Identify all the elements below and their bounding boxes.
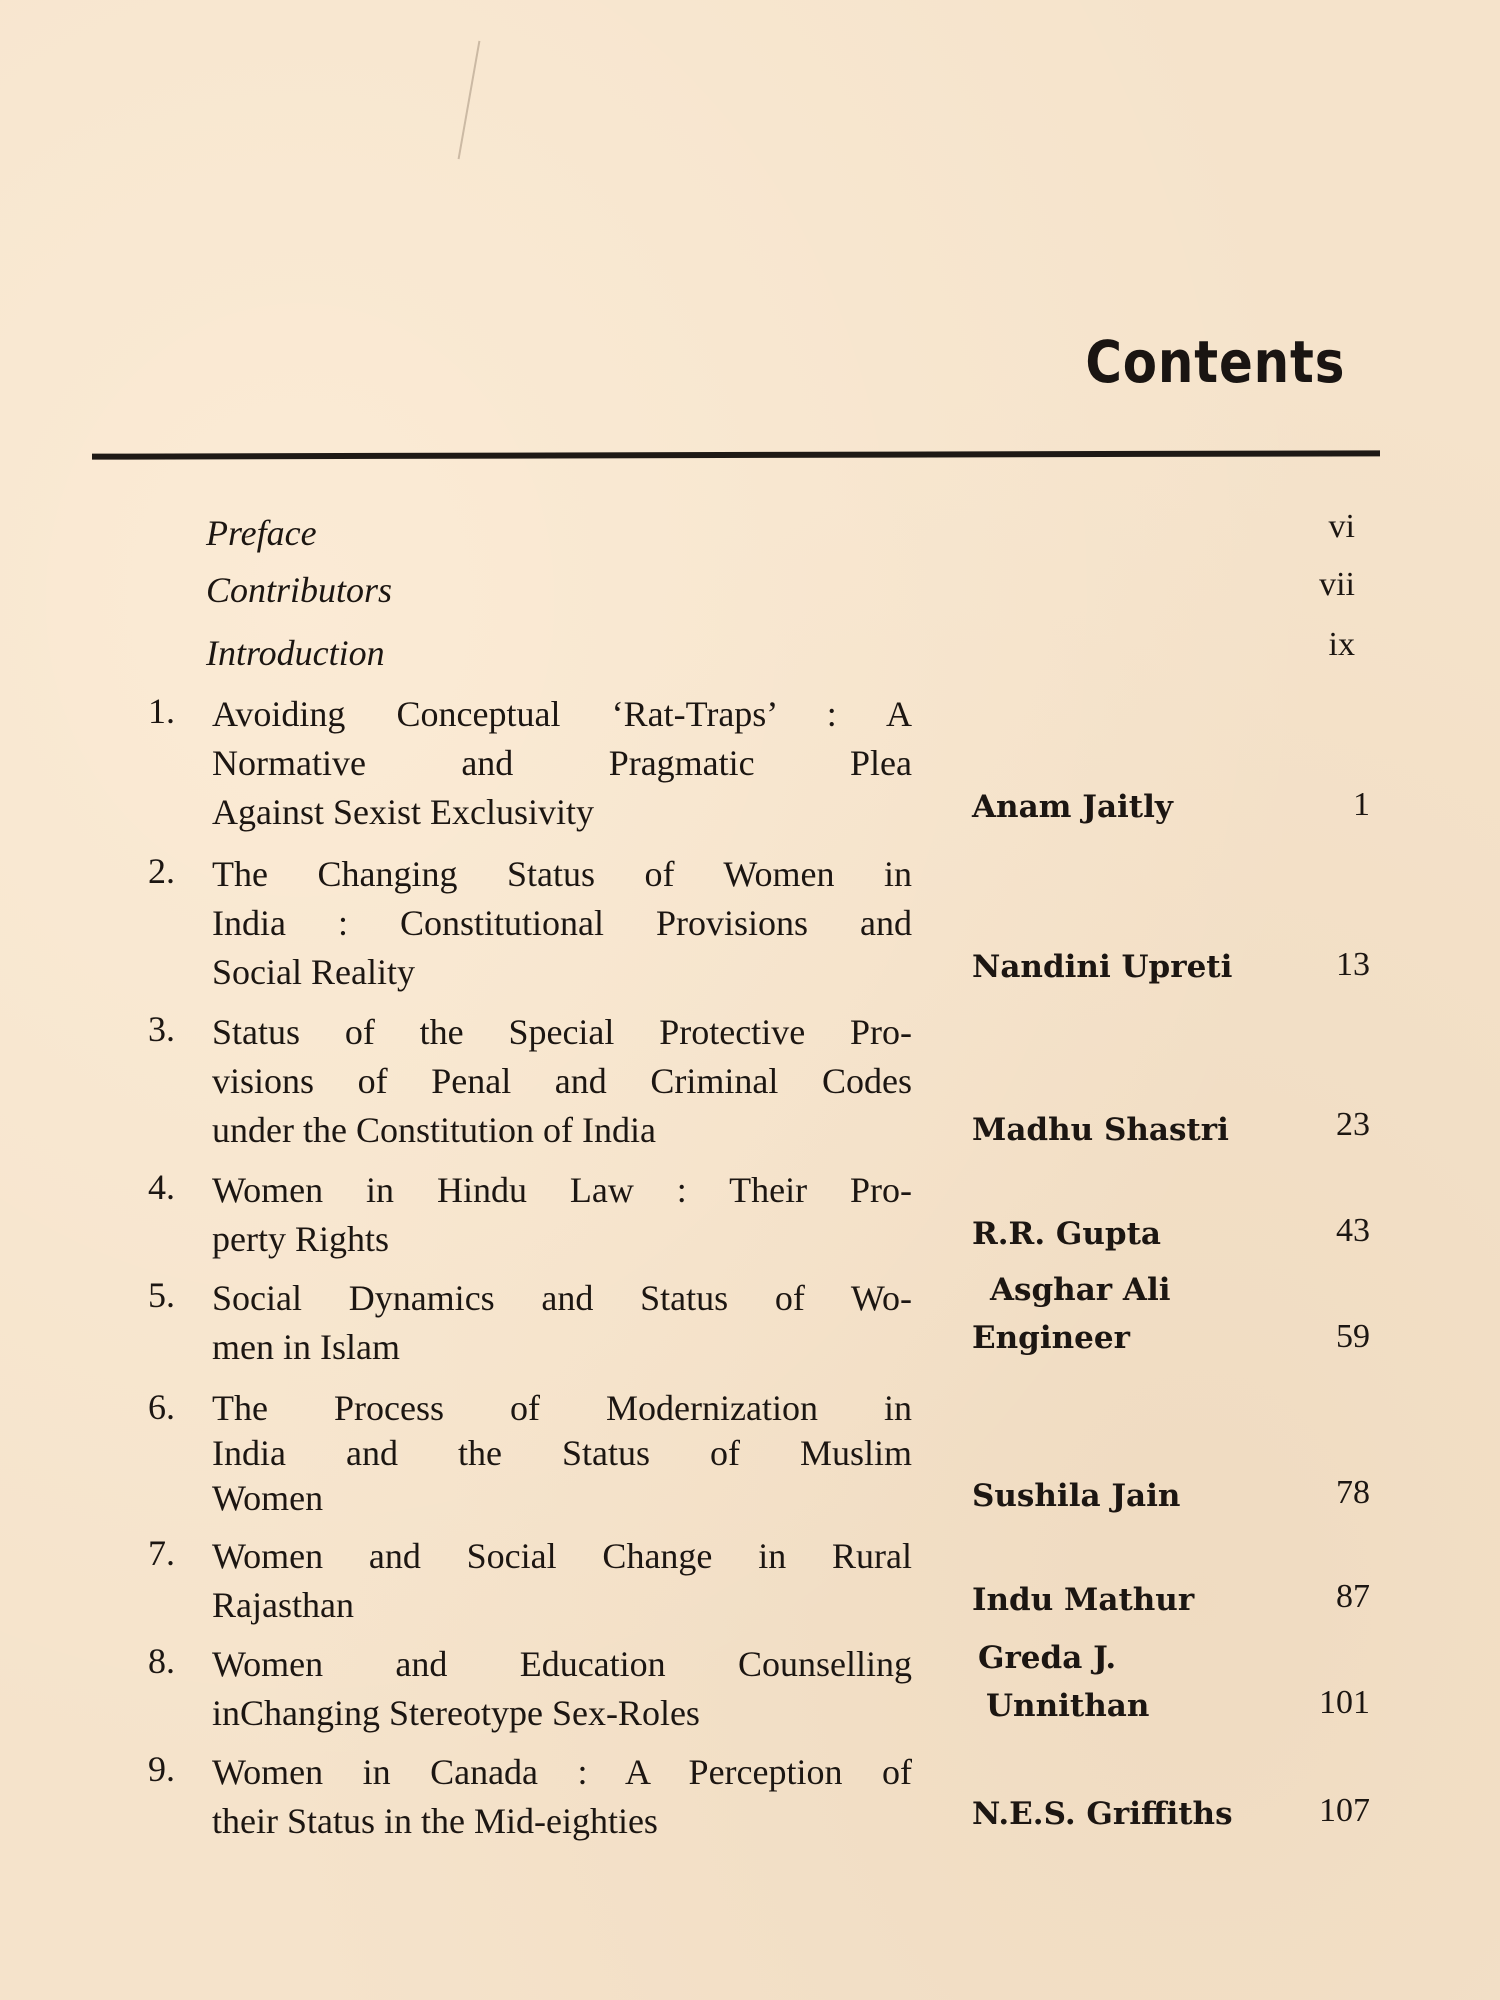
chapter-page: 107 — [1319, 1792, 1370, 1829]
author-line: Indu Mathur — [972, 1582, 1195, 1618]
chapter-number: 9. — [148, 1749, 175, 1789]
chapter-title — [212, 1532, 912, 1630]
chapter-title-line: India and the Status of Muslim — [212, 1433, 912, 1473]
chapter-title — [212, 1274, 912, 1372]
chapter-number: 8. — [148, 1641, 175, 1681]
chapter-title-line: Rajasthan — [212, 1585, 354, 1625]
front-matter-label: Introduction — [206, 633, 385, 673]
author-line: N.E.S. Griffiths — [972, 1796, 1233, 1832]
page-scratch-mark — [458, 41, 481, 160]
front-matter-page: vi — [1328, 508, 1355, 545]
chapter-title-line: Women in Hindu Law : Their Pro- — [212, 1170, 912, 1210]
chapter-author — [978, 1634, 1149, 1730]
chapter-number: 4. — [148, 1167, 175, 1207]
author-line: Engineer — [972, 1320, 1130, 1356]
chapter-author — [972, 1472, 1180, 1520]
chapter-author — [972, 1210, 1161, 1258]
chapter-title-line: Status of the Special Protective Pro- — [212, 1012, 912, 1052]
chapter-title-line: Social Reality — [212, 952, 415, 992]
front-matter-page: vii — [1319, 566, 1355, 603]
chapter-title-line: Against Sexist Exclusivity — [212, 792, 594, 832]
chapter-title-line: under the Constitution of India — [212, 1110, 656, 1150]
chapter-title-line: India : Constitutional Provisions and — [212, 903, 912, 943]
chapter-number: 7. — [148, 1533, 175, 1573]
chapter-title — [212, 1166, 912, 1264]
author-line: Greda J. — [978, 1640, 1117, 1676]
chapter-title-line: men in Islam — [212, 1327, 400, 1367]
heading-rule — [92, 450, 1380, 459]
author-line: Unnithan — [986, 1688, 1150, 1724]
chapter-page: 78 — [1336, 1474, 1370, 1511]
chapter-title-line: The Changing Status of Women in — [212, 854, 912, 894]
chapter-page: 87 — [1336, 1578, 1370, 1615]
front-matter-label: Contributors — [206, 570, 393, 610]
chapter-number: 6. — [148, 1387, 175, 1427]
author-line: Nandini Upreti — [972, 949, 1233, 985]
author-line: Madhu Shastri — [972, 1112, 1229, 1148]
chapter-page: 59 — [1336, 1318, 1370, 1355]
chapter-page: 43 — [1336, 1212, 1370, 1249]
chapter-title — [212, 1640, 912, 1738]
front-matter-page: ix — [1328, 626, 1355, 663]
author-line: Asghar Ali — [990, 1272, 1171, 1308]
chapter-author — [972, 783, 1173, 831]
chapter-author — [972, 1576, 1194, 1624]
contents-heading: Contents — [1085, 328, 1345, 396]
chapter-title-line: Women — [212, 1478, 324, 1518]
author-line: Anam Jaitly — [972, 789, 1173, 825]
front-matter-label: Preface — [206, 513, 317, 553]
chapter-title — [212, 1386, 912, 1521]
chapter-author — [972, 943, 1232, 991]
chapter-page: 1 — [1353, 786, 1370, 823]
chapter-title-line: Avoiding Conceptual ‘Rat-Traps’ : A — [212, 694, 912, 734]
chapter-title-line: Women and Social Change in Rural — [212, 1536, 912, 1576]
chapter-title-line: inChanging Stereotype Sex-Roles — [212, 1693, 700, 1733]
chapter-title-line: Women and Education Counselling — [212, 1644, 912, 1684]
chapter-number: 2. — [148, 851, 175, 891]
chapter-page: 101 — [1319, 1684, 1370, 1721]
chapter-number: 5. — [148, 1275, 175, 1315]
chapter-author — [972, 1106, 1229, 1154]
chapter-title — [212, 1008, 912, 1155]
chapter-title — [212, 850, 912, 997]
chapter-title-line: visions of Penal and Criminal Codes — [212, 1061, 912, 1101]
author-line: R.R. Gupta — [972, 1216, 1161, 1252]
chapter-title — [212, 1748, 912, 1846]
chapter-number: 1. — [148, 691, 175, 731]
author-line: Sushila Jain — [972, 1478, 1181, 1514]
chapter-page: 13 — [1336, 946, 1370, 983]
chapter-title-line: Women in Canada : A Perception of — [212, 1752, 912, 1792]
chapter-author — [972, 1790, 1233, 1838]
chapter-title-line: The Process of Modernization in — [212, 1388, 912, 1428]
chapter-page: 23 — [1336, 1106, 1370, 1143]
chapter-author — [972, 1266, 1171, 1362]
chapter-number: 3. — [148, 1009, 175, 1049]
chapter-title-line: their Status in the Mid-eighties — [212, 1801, 658, 1841]
chapter-title-line: perty Rights — [212, 1219, 389, 1259]
chapter-title-line: Social Dynamics and Status of Wo- — [212, 1278, 912, 1318]
chapter-title — [212, 690, 912, 837]
chapter-title-line: Normative and Pragmatic Plea — [212, 743, 912, 783]
